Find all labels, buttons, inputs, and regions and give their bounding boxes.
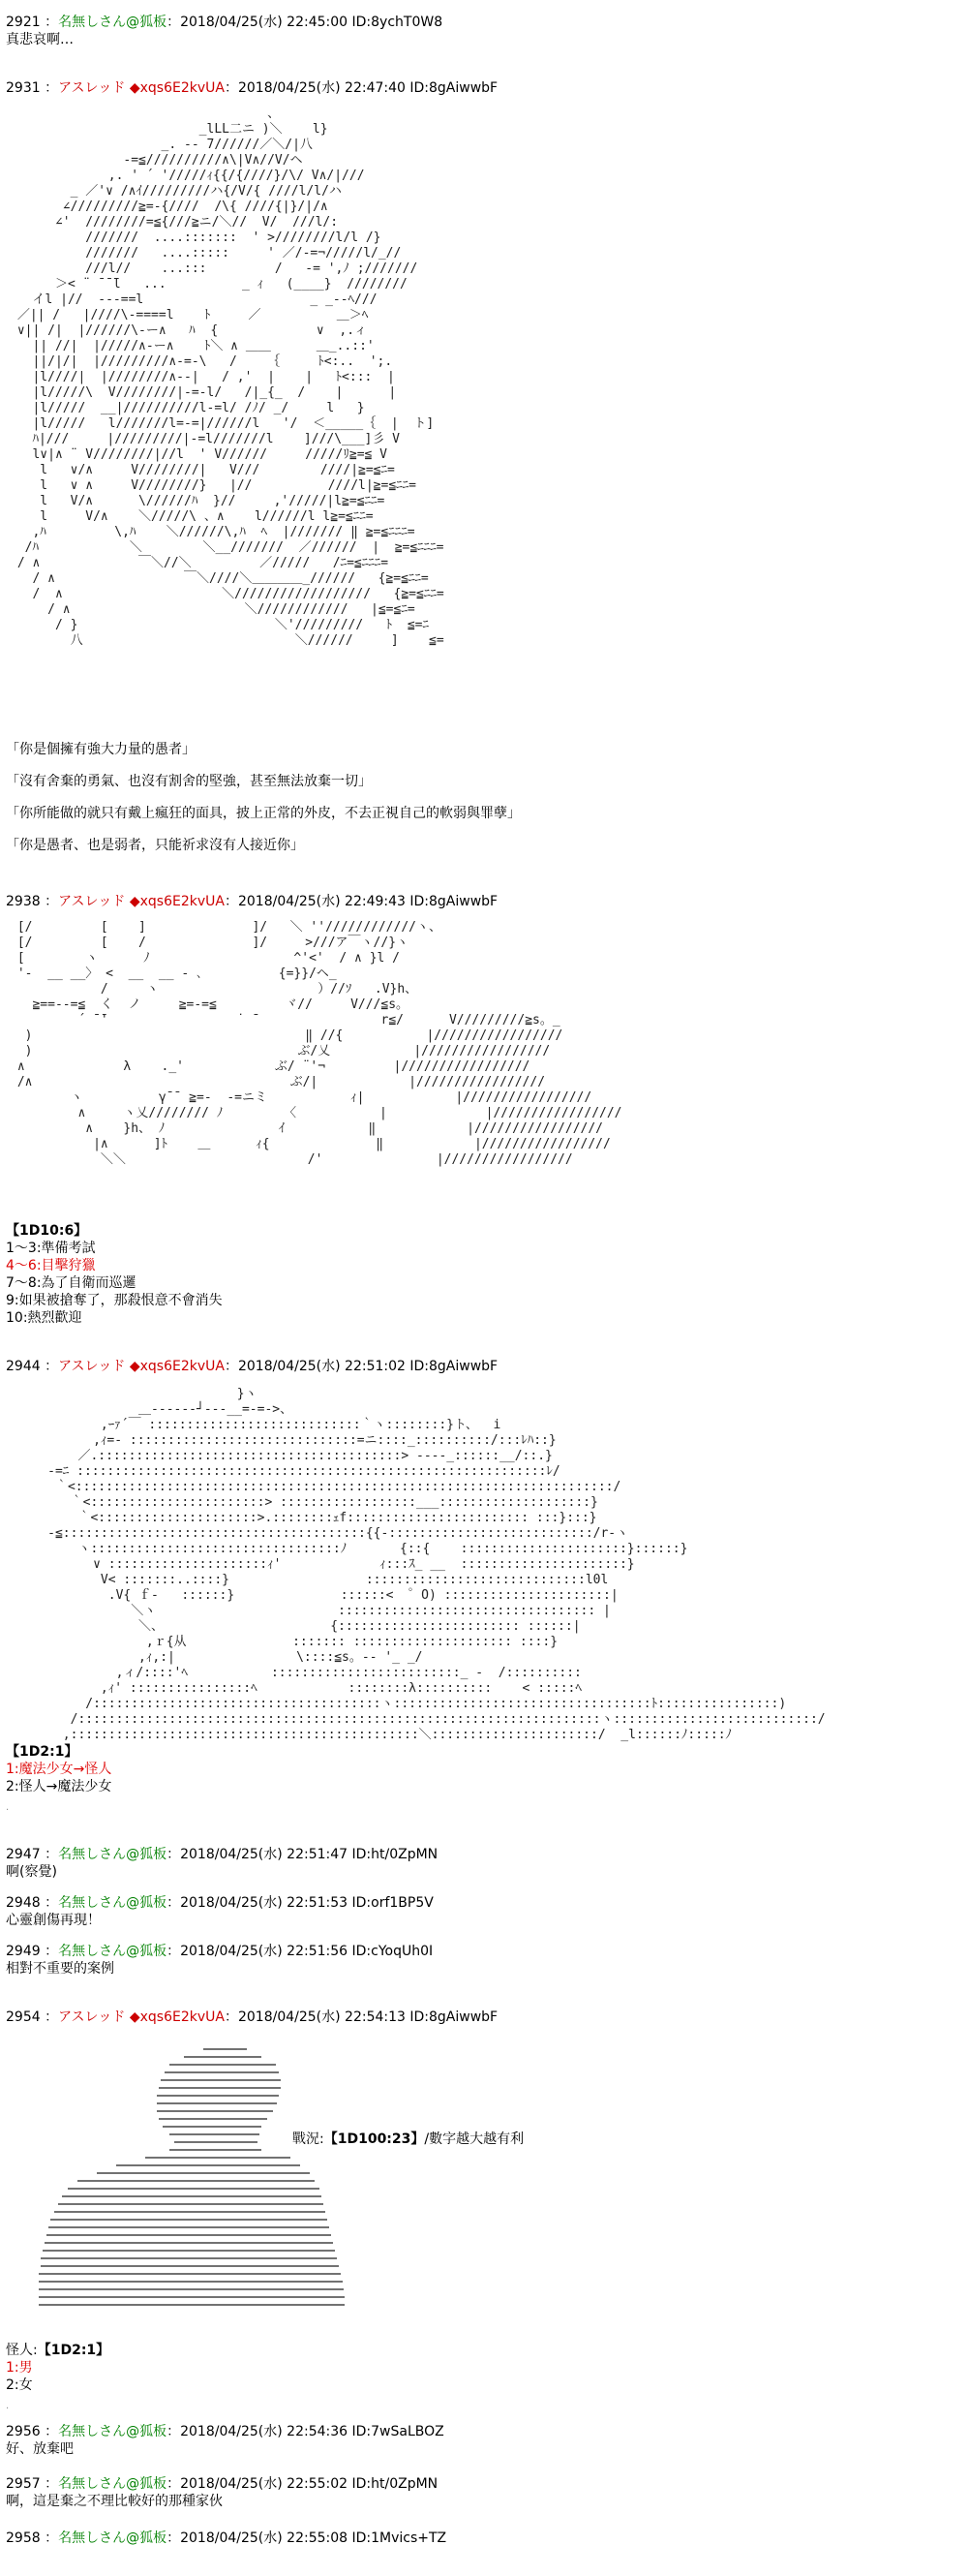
battle-label: 戰況: (292, 2131, 324, 2147)
poster-name: アスレッド (58, 80, 126, 96)
poster-name: アスレッド (58, 2009, 126, 2025)
post-text: 啊，這是棄之不理比較好的那種家伙 (6, 2494, 223, 2509)
poster-id[interactable]: ID:8gAiwwbF (409, 80, 499, 96)
post-2931 (6, 79, 962, 97)
choice-item: 9:如果被搶奪了，那殺恨意不會消失 (6, 1293, 223, 1308)
choice-item-selected: 1:魔法少女→怪人 (6, 1762, 112, 1777)
post-number[interactable]: 2954 (6, 2009, 41, 2025)
poster-id[interactable]: ID:ht/0ZpMN (351, 2476, 439, 2492)
post-text: 啊(察覺) (6, 1864, 57, 1880)
post-text: 「你是愚者、也是弱者，只能祈求沒有人接近你」 (6, 838, 304, 853)
poster-id[interactable]: ID:7wSaLBOZ (351, 2424, 444, 2439)
post-2931-body (6, 741, 962, 854)
spacer-dot: . (6, 2401, 10, 2411)
poster-id[interactable]: ID:8gAiwwbF (409, 2009, 499, 2025)
post-text: 心靈創傷再現！ (6, 1913, 101, 1928)
post-number[interactable]: 2948 (6, 1895, 41, 1911)
poster-name: 名無しさん@狐板 (58, 1944, 167, 1959)
post-number[interactable]: 2947 (6, 1847, 41, 1862)
post-header: 2947 ：名無しさん@狐板：2018/04/25(水) 22:51:47 ID:ht/0ZpMN (6, 1847, 439, 1862)
post-number[interactable]: 2957 (6, 2476, 41, 2492)
choice-item: 1〜3:準備考試 (6, 1241, 96, 1256)
post-date: 2018/04/25(水) 22:51:47 (180, 1847, 348, 1862)
post-date: 2018/04/25(水) 22:51:56 (180, 1944, 348, 1959)
battle-roll: 【1D100:23】 (323, 2131, 425, 2147)
post-date: 2018/04/25(水) 22:45:00 (180, 15, 348, 30)
post-2957 (6, 2475, 962, 2510)
ascii-art-figure-shrug: [/ [ ] ]/ ＼ ''////////////ヽ、 [/ [ / ]/ >///ア￣ヽ//}ヽ [ ヽ ﾉ ^'<' / ∧ }l / '‐ __ __〉 < __ __ - ､ {=}}/ヘ_ / ヽ ）//ｿ .V}h、 ≧==-‐=≦ く ノ ≧=-=≦ ヾ// V///≦s。 ´ ̄ ̄' ˙ ̄ r≦/ V/////////≧s。_ ) ‖ //{ |///////////////// ) ぶ/乂 |///////////////// ∧ λ ._' ぶ/ ¨'¬ |///////////////// /∧ ぶ/| |///////////////// ヽ γ¯¯ ≧=- ‐=ニミ ｨ| |///////////////// ∧ ヽ乂//////// ﾉ 〈 | |///////////////// ∧ }h、 ﾉ ｲ ‖ |///////////////// |∧ ]ﾄ ＿ ｨ{ ‖ |///////////////// ＼＼ /' |///////////////// (16, 920, 622, 1167)
post-2944 (6, 1358, 962, 1375)
poster-trip: ◆xqs6E2kvUA (129, 2009, 225, 2025)
poster-trip: ◆xqs6E2kvUA (129, 1359, 225, 1374)
poster-id[interactable]: ID:ht/0ZpMN (351, 1847, 439, 1862)
choice-item: 2:女 (6, 2377, 33, 2393)
post-date: 2018/04/25(水) 22:49:43 (237, 894, 406, 909)
post-text: 「你是個擁有強大力量的愚者」 (6, 742, 196, 757)
choice-item: 10:熱烈歡迎 (6, 1310, 82, 1326)
poster-name: アスレッド (58, 1359, 126, 1374)
spacer-dot: . (6, 1802, 10, 1813)
post-2921 (6, 14, 962, 48)
post-2938 (6, 893, 962, 910)
post-date: 2018/04/25(水) 22:51:53 (180, 1895, 348, 1911)
poster-trip: ◆xqs6E2kvUA (129, 894, 225, 909)
post-date: 2018/04/25(水) 22:55:08 (180, 2530, 348, 2546)
post-number[interactable]: 2949 (6, 1944, 41, 1959)
post-date: 2018/04/25(水) 22:54:36 (180, 2424, 348, 2439)
poster-name: アスレッド (58, 894, 126, 909)
post-text: 「你所能做的就只有戴上瘋狂的面具，披上正常的外皮，不去正視自己的軟弱與罪孽」 (6, 806, 521, 821)
poster-name: 名無しさん@狐板 (58, 15, 167, 30)
poster-name: 名無しさん@狐板 (58, 2476, 167, 2492)
post-2947 (6, 1846, 962, 1881)
post-2954-body (6, 2342, 962, 2394)
battle-status (292, 2131, 962, 2148)
dice-roll-result: 【1D2:1】 (37, 2343, 110, 2358)
post-text: 真悲哀啊… (6, 32, 74, 47)
post-date: 2018/04/25(水) 22:55:02 (180, 2476, 348, 2492)
post-2956 (6, 2423, 962, 2458)
poster-id[interactable]: ID:8gAiwwbF (409, 894, 499, 909)
ascii-art-figure-shadowed: 、 _lLL二ニ )＼ l} _. -‐ 7//////／＼/|八 -=≦//////////∧\|V∧//V/ヘ ,. ' ´ '/////ｨ{{/{////}/\/ V∧/|/// _ ／'∨ /∧ｲ/////////ハ{/V/{ ////l/l/ハ ∠/////////≧=-{//// /\{ ////{|}/|/∧ ∠' ////////=≦{///≧ニ/＼// V/ ///l/: /////// ....::::::: ' >////////l/l /} /////// ....::::: ' ／/‐=¬/////l/_// ///l// ...::: / ‐= ',ﾉ ;/////// ＞< ¨ ̄ ̄ ̄l ... _ ｨ (____} //////// イl |// ‐--==l _ _--ﾍ/// ／|| / |////\‐====l ﾄ ／ ＿＞ﾍ ∨|| /| |//////\‐ー∧ ﾊ { ∨ ,.ィ || //| |/////∧‐ー∧ ﾄ＼ ∧ ＿＿ ＿_..::' ||/|/| |/////////∧‐=‐\ / ｛ ﾄ<:.. ';. |l////| |////////∧‐-| / ,' | | ﾄ<::: | |l/////\ V////////|‐=‐l/ /|_{_ / | | |l///// __|//////////l‐=l/ /ﾉ/ _/ l } |l///// l///////l=‐=|//////l '/ ＜_____｛ | ト] ﾊ|/// |/////////|‐=l///////l ]///\___]彡 V l∨|∧ ¨ V////////|//l ' V////// /////ﾘ≧=≦ V l ∨/∧ V////////| V/// ////|≧=≦ﾆ= l ∨ ∧ V////////} |// ////l|≧=≦ﾆﾆ= l V/∧ \//////ﾊ }// ,'/////|l≧=≦ﾆﾆ= l V/∧ ＼/////\ 、∧ l//////l l≧=≦ﾆﾆ= ,ﾊ \,ﾊ ＼//////\,ﾊ ﾍ |/////// ‖ ≧=≦ﾆﾆﾆ= /ﾊ ＼ ＼__/////// ／////// | ≧=≦ﾆﾆﾆ= / ∧ ￣＼//＼ ／///// /ﾆ=≦ﾆﾆﾆ= / ∧ ￣＼////＼＿＿＿＿_////// {≧=≦ﾆﾆ= / ∧ ＼////////////////// {≧=≦ﾆﾆ= / ∧ ＼//////////// |≦=≦ﾆ= / } ＼'///////// ﾄ ≦=ﾆ 八 ＼////// ] ≦= (16, 107, 444, 648)
post-header: 2921 ：名無しさん@狐板：2018/04/25(水) 22:45:00 ID:8ychT0W8 (6, 15, 443, 30)
post-header: 2958 ：名無しさん@狐板：2018/04/25(水) 22:55:08 ID:1Mvics+TZ (6, 2530, 447, 2546)
post-2949 (6, 1943, 962, 1978)
poster-name: 名無しさん@狐板 (58, 1895, 167, 1911)
post-2944-body (6, 1743, 962, 1795)
battle-note: /數字越大越有利 (424, 2131, 525, 2147)
post-date: 2018/04/25(水) 22:51:02 (237, 1359, 406, 1374)
post-header: 2938 ：アスレッド ◆xqs6E2kvUA：2018/04/25(水) 22:49:43 ID:8gAiwwbF (6, 894, 499, 909)
post-2954 (6, 2009, 962, 2026)
post-date: 2018/04/25(水) 22:54:13 (237, 2009, 406, 2025)
poster-id[interactable]: ID:8ychT0W8 (351, 15, 443, 30)
post-2948 (6, 1894, 962, 1929)
post-2958 (6, 2530, 962, 2547)
dice-roll-result: 【1D10:6】 (6, 1223, 88, 1239)
post-header: 2944 ：アスレッド ◆xqs6E2kvUA：2018/04/25(水) 22:51:02 ID:8gAiwwbF (6, 1359, 499, 1374)
poster-name: 名無しさん@狐板 (58, 2530, 167, 2546)
choice-item: 7〜8:為了自衛而巡邏 (6, 1275, 136, 1291)
poster-id[interactable]: ID:8gAiwwbF (409, 1359, 499, 1374)
dice-roll-result: 【1D2:1】 (6, 1744, 78, 1760)
post-header: 2954 ：アスレッド ◆xqs6E2kvUA：2018/04/25(水) 22:54:13 ID:8gAiwwbF (6, 2009, 499, 2025)
poster-id[interactable]: ID:orf1BP5V (351, 1895, 434, 1911)
poster-trip: ◆xqs6E2kvUA (129, 80, 225, 96)
post-header: 2948 ：名無しさん@狐板：2018/04/25(水) 22:51:53 ID:orf1BP5V (6, 1895, 434, 1911)
ascii-art-figure-hooded: }ヽ ＿-‐‐‐--┘‐--__=‐=->、 ,ｰｧ´￣ ::::::::::::::::::::::::::::｀ヽ::::::::}ト、 i ,ｨ=‐ ::::::::::::::::::::::::::::::=ニ::::_::::::::::/:::ﾚﾊ::} ／.::::::::::::::::::::::::::::::::::::::::> ‐‐--_::::::__/::.} -=ﾆ ::::::::::::::::::::::::::::::::::::::::::::::::::::::::::::::ﾚ/ ｀<:::::::::::::::::::::::::::::::::::::::::::::::::::::::::::::::::::::::/ ｀<:::::::::::::::::::::::> ::::::::::::::::::___::::::::::::::::::::} ｀<:::::::::::::::::::::>.::::::::ｪf:::::::::::::::::::::::: :::}:::} ‐≦::::::::::::::::::::::::::::::::::::::::{{-:::::::::::::::::::::::::::/r‐ヽ ヽ:::::::::::::::::::::::::::::::::ﾉ {::{ ::::::::::::::::::::::}::::::} ∨ :::::::::::::::::::::ｨ' ｨ:::ｽ_ __ ::::::::::::::::::::::} V< :::::::..::::} :::::::::::::::::::::::::::::l0l .V{ ｆ‐ ::::::} ::::::< ゜O) ::::::::::::::::::::::| ＼ヽ :::::::::::::::::::::::::::::::::: | ＼、 {:::::::::::::::::::::::: ::::::| ,ｒ{从 ::::::: ::::::::::::::::::::: ::::} ,ｨ,:| \::::≦s。-‐ '_ _/ ,ィ/::::'ﾍ :::::::::::::::::::::::::_ ‐ /:::::::::: ,ｨ' ::::::::::::::::ﾍ ::::::::λ:::::::::: < :::::ﾍ /::::::::::::::::::::::::::::::::::::::ヽ::::::::::::::::::::::::::::::::::ﾄ::::::::::::::::) /:::::::::::::::::::::::::::::::::::::::::::::::::::::::::::::::::::::ヽ:::::::::::::::::::::::::::/ ,::::::::::::::::::::::::::::::::::::::::::::::＼::::::::::::::::::::::/ _l::::::ﾉ:::::ﾉ (47, 1387, 826, 1742)
post-text: 相對不重要的案例 (6, 1961, 114, 1977)
post-2938-body (6, 1222, 962, 1327)
choice-item-selected: 1:男 (6, 2360, 33, 2376)
roll-label: 怪人: (6, 2343, 38, 2358)
post-text: 好、放棄吧 (6, 2441, 74, 2457)
post-header: 2931 ：アスレッド ◆xqs6E2kvUA：2018/04/25(水) 22:47:40 ID:8gAiwwbF (6, 80, 499, 96)
post-number[interactable]: 2958 (6, 2530, 41, 2546)
post-date: 2018/04/25(水) 22:47:40 (237, 80, 406, 96)
post-text: 「沒有舍棄的勇氣、也沒有割舍的堅強，甚至無法放棄一切」 (6, 774, 372, 789)
line-art-silhouette (39, 2043, 348, 2326)
post-header: 2949 ：名無しさん@狐板：2018/04/25(水) 22:51:56 ID:cYoqUh0I (6, 1944, 434, 1959)
post-header: 2957 ：名無しさん@狐板：2018/04/25(水) 22:55:02 ID:ht/0ZpMN (6, 2476, 439, 2492)
post-header: 2956 ：名無しさん@狐板：2018/04/25(水) 22:54:36 ID:7wSaLBOZ (6, 2424, 444, 2439)
choice-item-selected: 4〜6:目擊狩獵 (6, 1258, 96, 1273)
post-number[interactable]: 2921 (6, 15, 41, 30)
post-number[interactable]: 2956 (6, 2424, 41, 2439)
post-number[interactable]: 2944 (6, 1359, 41, 1374)
poster-id[interactable]: ID:1Mvics+TZ (351, 2530, 447, 2546)
poster-name: 名無しさん@狐板 (58, 1847, 167, 1862)
choice-item: 2:怪人→魔法少女 (6, 1779, 112, 1794)
post-number[interactable]: 2931 (6, 80, 41, 96)
post-number[interactable]: 2938 (6, 894, 41, 909)
poster-id[interactable]: ID:cYoqUh0I (351, 1944, 434, 1959)
poster-name: 名無しさん@狐板 (58, 2424, 167, 2439)
